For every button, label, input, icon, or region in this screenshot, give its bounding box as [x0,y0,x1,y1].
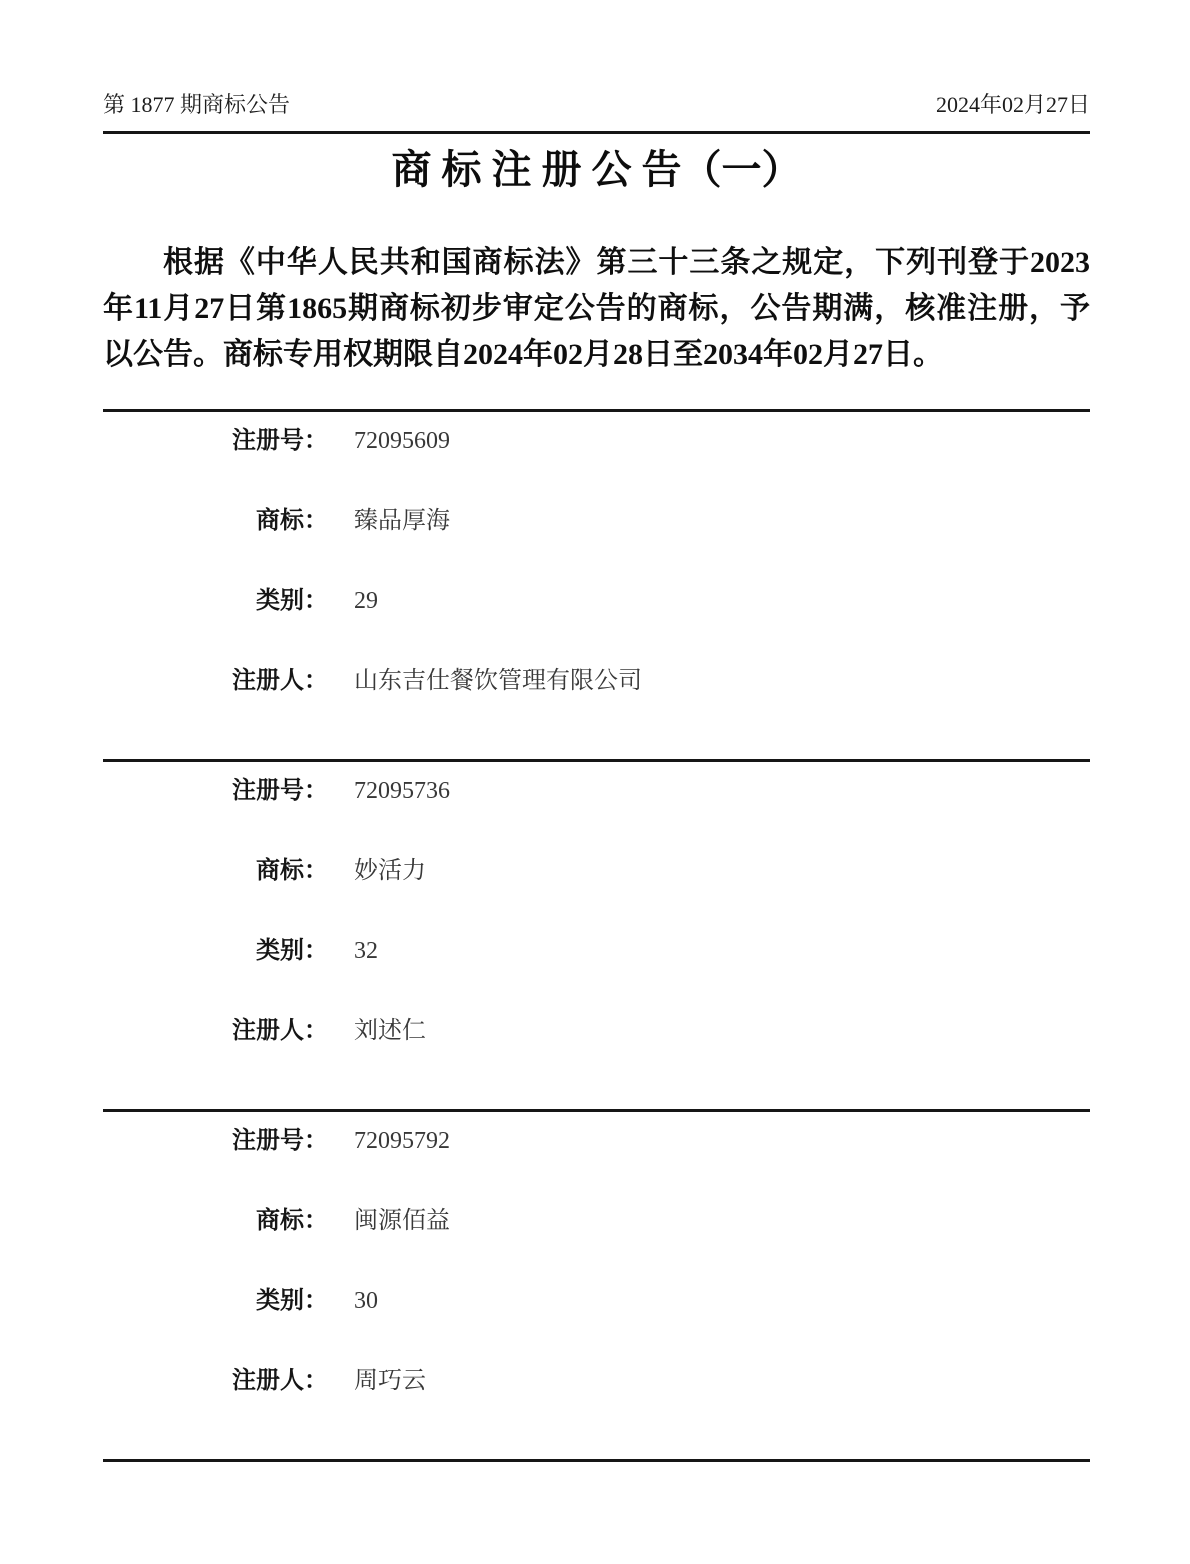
reg-no-label: 注册号： [232,778,328,804]
category-label: 类别： [256,938,328,964]
trademark-entry-2 [103,759,1090,1109]
reg-no-label: 注册号： [232,1128,328,1154]
reg-no-value: 72095792 [354,1128,450,1154]
date-label: 2024年02月27日 [935,92,1090,117]
registrant-row [103,1016,1090,1096]
registrant-value: 山东吉仕餐饮管理有限公司 [354,668,642,694]
category-label: 类别： [256,1288,328,1314]
registrant-row [103,666,1090,746]
registrant-label: 注册人： [232,668,328,694]
category-row [103,1286,1090,1366]
trademark-entry-1 [103,409,1090,759]
registrant-value: 周巧云 [354,1368,426,1394]
category-label: 类别： [256,588,328,614]
masthead [103,90,1090,120]
reg-no-label: 注册号： [232,428,328,454]
reg-no-row [103,426,1090,506]
entry-list [103,409,1090,1462]
trademark-value: 妙活力 [354,858,426,884]
trademark-row [103,1206,1090,1286]
reg-no-value: 72095609 [354,428,450,454]
registrant-row [103,1366,1090,1446]
trademark-entry-3 [103,1109,1090,1459]
page-title: 商 标 注 册 公 告（一） [391,147,802,192]
trademark-row [103,856,1090,936]
registrant-label: 注册人： [232,1368,328,1394]
intro-paragraph: 根据《中华人民共和国商标法》第三十三条之规定，下列刊登于2023年11月27日第1865期商标初步审定公告的商标，公告期满，核准注册，予以公告。商标专用权期限自2024年02月28日至2034年02月27日。 [103,246,1090,371]
reg-no-row [103,776,1090,856]
trademark-value: 臻品厚海 [354,508,450,534]
trademark-label: 商标： [256,858,328,884]
masthead-rule [103,131,1090,134]
category-row [103,586,1090,666]
reg-no-value: 72095736 [354,778,450,804]
issue-label: 第 1877 期商标公告 [103,92,291,117]
closing-rule [103,1459,1090,1462]
category-row [103,936,1090,1016]
registrant-value: 刘述仁 [354,1018,426,1044]
reg-no-row [103,1126,1090,1206]
trademark-row [103,506,1090,586]
category-value: 30 [354,1288,378,1314]
trademark-label: 商标： [256,1208,328,1234]
registrant-label: 注册人： [232,1018,328,1044]
category-value: 29 [354,588,378,614]
trademark-label: 商标： [256,508,328,534]
category-value: 32 [354,938,378,964]
trademark-value: 闽源佰益 [354,1208,450,1234]
